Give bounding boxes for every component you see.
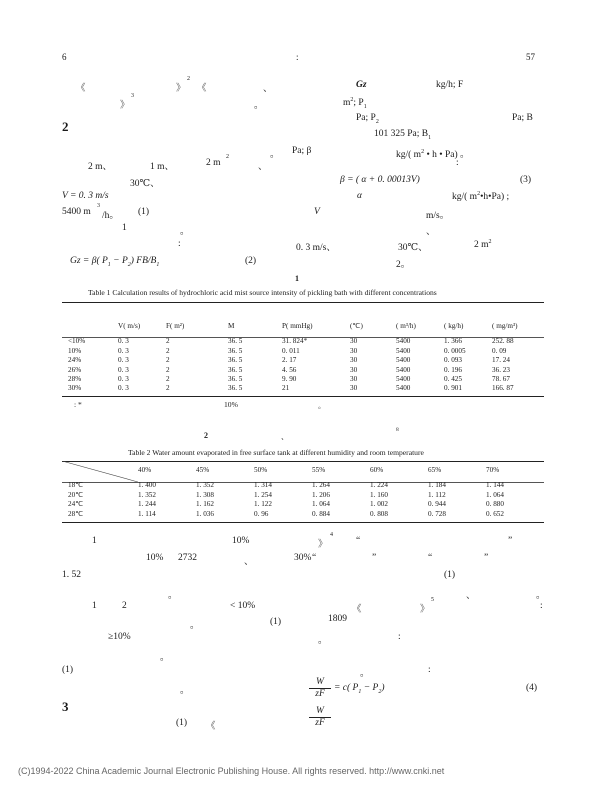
table1-header-row-cell: ( m³/h) (396, 322, 416, 330)
table-row-cell: 2 (166, 356, 170, 365)
table-row-cell: 5400 (396, 365, 411, 374)
table-row-cell: 30 (350, 356, 358, 365)
text-fragment: (1) (270, 617, 282, 627)
text-fragment: m/s。 (426, 211, 450, 221)
table-row-cell: 0. 3 (118, 384, 129, 393)
table-row-cell: 0. 3 (118, 375, 129, 384)
table1-number: 1 (295, 274, 299, 283)
text-fragment: 。 (190, 621, 200, 631)
copyright-footer: (C)1994-2022 China Academic Journal Electronic Publishing House. All rights reserved. http://www.cnki.net (18, 766, 445, 776)
table1-header-row-cell: P( mmHg) (282, 322, 313, 330)
table-row-cell: 30 (350, 384, 358, 393)
text-fragment: 2 (122, 601, 127, 611)
table-row-cell: 0. 425 (444, 375, 462, 384)
text-fragment: 2 m、 (88, 162, 113, 172)
superscript: 2 (187, 76, 190, 82)
table-row-cell: 1. 114 (138, 509, 156, 518)
table-row-cell: 0. 3 (118, 356, 129, 365)
text-fragment: 30% (294, 553, 312, 563)
table2-title-mark: 、 (281, 432, 289, 441)
text-fragment: 1 (122, 223, 127, 233)
text-fragment: (1) (176, 718, 188, 728)
section-heading-2: 2 (62, 119, 69, 134)
page-number-right: 57 (526, 52, 535, 62)
text-fragment: 》 (176, 84, 186, 94)
table2-number: 2 (204, 431, 208, 440)
table-row-cell: 1. 064 (312, 500, 330, 509)
table-row-cell: 5400 (396, 337, 411, 346)
table-row-cell: 1. 112 (428, 490, 446, 499)
equation-3: β = ( α + 0. 00013V) (340, 175, 420, 185)
text-fragment: “ (428, 553, 433, 563)
table-row-cell: 30 (350, 346, 358, 355)
text-fragment: 0. 3 m/s、 (296, 243, 336, 253)
table-row-cell: 0. 901 (444, 384, 462, 393)
header-separator: : (296, 52, 299, 62)
text-fragment: $m^2$; $P_1$ (343, 97, 367, 111)
table-row-cell: 1. 254 (254, 490, 272, 499)
table-row-cell: 1. 160 (370, 490, 388, 499)
text-fragment: Pa; B (512, 113, 533, 123)
text-fragment: 101 325 Pa; $B_1$ (374, 129, 432, 141)
table-row-cell: 1. 400 (138, 481, 156, 490)
table-row-cell: 1. 206 (312, 490, 330, 499)
text-fragment: 1 (92, 536, 97, 546)
table-row-cell: 4. 56 (282, 365, 297, 374)
table-row-cell: 0. 3 (118, 365, 129, 374)
table-row-cell: 0. 011 (282, 346, 300, 355)
text-fragment: “ (356, 536, 361, 546)
table-row-cell: 36. 5 (228, 356, 243, 365)
table-row-cell: 21 (282, 384, 290, 393)
table-row-cell: 5400 (396, 384, 411, 393)
table-row-cell: 2 (166, 337, 170, 346)
table-row (62, 356, 544, 365)
table-row-cell: 17. 24 (492, 356, 510, 365)
table-row (62, 337, 544, 346)
table-row-cell: 1. 264 (312, 481, 330, 490)
table1-header-row-cell: ( mg/m³) (492, 322, 518, 330)
text-fragment: : (398, 632, 401, 642)
table2-header-row-cell: 50% (254, 466, 268, 474)
table-row-cell: 1. 122 (254, 500, 272, 509)
table-row-cell: 1. 224 (370, 481, 388, 490)
table-row-cell: 5400 (396, 346, 411, 355)
table1-caption: Table 1 Calculation results of hydrochloric acid mist source intensity of pickling bath with different concentrations (88, 288, 437, 297)
table2-header-row-cell (62, 466, 138, 475)
table1-header-row-cell: (℃) (350, 322, 363, 330)
table1-header-row-cell: ( kg/h) (444, 322, 464, 330)
table-row-cell: 28℃ (68, 509, 84, 518)
table-row-cell: 24℃ (68, 500, 84, 509)
table-row-cell: 1. 366 (444, 337, 462, 346)
table2-header-row-cell: 40% (138, 466, 152, 474)
table2-header-row-cell: 55% (312, 466, 326, 474)
text-fragment: 30℃、 (130, 179, 160, 189)
table-row-cell: 1. 244 (138, 500, 156, 509)
text-fragment: 。 (160, 653, 170, 663)
text-fragment: 《 (206, 722, 216, 732)
text-fragment: 、 (258, 162, 268, 172)
table-row-cell: 1. 308 (196, 490, 214, 499)
text-fragment: : (456, 158, 459, 168)
text-fragment: : (178, 239, 181, 249)
table-row-cell: 36. 5 (228, 346, 243, 355)
table-row-cell: 1. 314 (254, 481, 272, 490)
table-row-cell: 18℃ (68, 481, 84, 490)
superscript: 3 (131, 93, 134, 99)
table-row (62, 347, 544, 356)
text-fragment: /h。 (102, 211, 119, 221)
velocity-formula: V = 0. 3 m/s (62, 191, 109, 201)
table1-header-row-cell (62, 322, 118, 331)
table-row-cell: 0. 3 (118, 337, 129, 346)
table-row-cell: 1. 036 (196, 509, 214, 518)
text-fragment: 、 (244, 557, 254, 567)
table-row-cell: 28% (68, 375, 82, 384)
text-fragment: 10% (146, 553, 164, 563)
table-row-cell: 0. 944 (428, 500, 446, 509)
table-row (62, 491, 544, 500)
equation-number: (4) (526, 683, 538, 693)
table-row-cell: 36. 5 (228, 375, 243, 384)
table-row (62, 384, 544, 393)
table1-header-row (62, 322, 544, 331)
table-row (62, 481, 544, 490)
table-row-cell: 78. 67 (492, 375, 510, 384)
table2-header-row (62, 466, 544, 475)
text-fragment: 1 m、 (150, 162, 175, 172)
table-row-cell: 20℃ (68, 490, 84, 499)
table-row (62, 366, 544, 375)
text-fragment: ≥10% (108, 632, 131, 642)
superscript: 3 (97, 203, 100, 209)
equation-2: Gz = β( $P_1 - P_2$) $FB/B_1$ (70, 256, 160, 268)
text-fragment: : (428, 665, 431, 675)
text-fragment: 1 (92, 601, 97, 611)
equation-4-rhs: = c( $P_1 - P_2$) (334, 683, 385, 695)
table2-header-row-cell: 65% (428, 466, 442, 474)
variable: V (314, 207, 320, 217)
table2-header-row-cell: 70% (486, 466, 500, 474)
table2-header-row-cell: 45% (196, 466, 210, 474)
equation-4: W zF (309, 677, 331, 700)
text-fragment: ” (484, 553, 489, 563)
table2-caption: Table 2 Water amount evaporated in free surface tank at different humidity and room temperature (128, 448, 424, 457)
text-fragment: < 10% (230, 601, 256, 611)
table-row-cell: 1. 352 (138, 490, 156, 499)
text-fragment: (1) (62, 665, 74, 675)
text-fragment: 。 (180, 227, 190, 237)
table-row-cell: 2 (166, 365, 170, 374)
table-row (62, 510, 544, 519)
table-row-cell: 0. 96 (254, 509, 269, 518)
table1-note: : * 10% 。 (74, 400, 326, 410)
equation-number: (3) (520, 175, 532, 185)
table-row-cell: 2. 17 (282, 356, 297, 365)
table-row-cell: 166. 87 (492, 384, 514, 393)
table-row-cell: 10% (68, 346, 82, 355)
table-row-cell: 30 (350, 337, 358, 346)
text-fragment: 、 (466, 591, 476, 601)
table-row-cell: 1. 184 (428, 481, 446, 490)
table-row-cell: 36. 5 (228, 384, 243, 393)
table-row-cell: 0. 652 (486, 509, 504, 518)
table-row-cell: 9. 90 (282, 375, 297, 384)
table-row-cell: 1. 352 (196, 481, 214, 490)
unit-text: kg/( $m^2•h•Pa$) ; (452, 191, 510, 203)
text-fragment: 。 (318, 636, 328, 646)
table2-bottom-rule (62, 522, 544, 523)
table-row-cell: 1. 002 (370, 500, 388, 509)
table-row-cell: 1. 144 (486, 481, 504, 490)
text-fragment: 。 (536, 591, 546, 601)
table-row-cell: 0. 3 (118, 346, 129, 355)
table1-header-row-cell: F( m²) (166, 322, 185, 330)
table1-header-row-cell: V( m/s) (118, 322, 141, 330)
table1-top-rule (62, 302, 544, 303)
text-fragment: 、 (426, 227, 436, 237)
text-fragment: 2。 (396, 260, 411, 270)
table-row-cell: 1. 162 (196, 500, 214, 509)
table-row-cell: 36. 5 (228, 337, 243, 346)
text-fragment: 10% (232, 536, 250, 546)
superscript: 5 (431, 597, 434, 603)
table2 (62, 466, 544, 519)
superscript: 4 (330, 532, 333, 538)
table-row-cell: 2 (166, 384, 170, 393)
table-row (62, 375, 544, 384)
text-fragment: Pa; β (292, 146, 312, 156)
table2-superscript: 8 (396, 427, 399, 433)
table-row-cell: <10% (68, 337, 86, 346)
text-fragment: 《 (76, 84, 86, 94)
table-row-cell: 0. 884 (312, 509, 330, 518)
text-fragment: 。 (360, 669, 370, 679)
text-fragment: Pa; $P_2$ (356, 113, 379, 125)
text-fragment: 《 (197, 84, 207, 94)
table-row-cell: 5400 (396, 356, 411, 365)
table-row-cell: 31. 824* (282, 337, 308, 346)
text-fragment: 1. 52 (62, 570, 81, 580)
table-row-cell: 0. 0005 (444, 346, 466, 355)
text-fragment: ” (508, 536, 513, 546)
text-fragment: 2732 (178, 553, 197, 563)
page-number-left: 6 (62, 52, 67, 62)
section-heading-3: 3 (62, 699, 69, 714)
text-fragment: 5400 m (62, 207, 91, 217)
fraction-w-zf: W zF (309, 706, 331, 729)
text-fragment: 2 $m^2$ (474, 239, 492, 251)
table1-bottom-rule (62, 396, 544, 397)
text-fragment: kg/h; F (436, 80, 464, 90)
table-row-cell: 30 (350, 365, 358, 374)
text-fragment: (1) (138, 207, 150, 217)
table-row-cell: 252. 88 (492, 337, 514, 346)
table2-header-row-cell: 60% (370, 466, 384, 474)
table-row-cell: 2 (166, 346, 170, 355)
variable: α (357, 191, 362, 201)
table-row-cell: 36. 5 (228, 365, 243, 374)
table-row-cell: 0. 728 (428, 509, 446, 518)
text-fragment: “ (312, 553, 317, 563)
table-row-cell: 0. 808 (370, 509, 388, 518)
table1 (62, 322, 544, 394)
text-fragment: 1809 (328, 614, 347, 624)
text-fragment: 《 (352, 605, 362, 615)
text-fragment: 。 (180, 686, 190, 696)
table-row-cell: 30 (350, 375, 358, 384)
variable: Gz (356, 80, 367, 90)
table-row-cell: 26% (68, 365, 82, 374)
table-row-cell: 24% (68, 356, 82, 365)
table-row-cell: 1. 064 (486, 490, 504, 499)
text-fragment: (1) (444, 570, 456, 580)
table-row-cell: 0. 196 (444, 365, 462, 374)
text-fragment: 》 (420, 605, 430, 615)
text-fragment: 》 (120, 101, 130, 111)
table-row-cell: 36. 23 (492, 365, 510, 374)
table-row-cell: 0. 880 (486, 500, 504, 509)
table-row-cell: 30% (68, 384, 82, 393)
table-row-cell: 5400 (396, 375, 411, 384)
text-fragment: 。 (254, 101, 264, 111)
unit-text: kg/( $m^2$ • h • Pa) 。 (396, 148, 470, 160)
table-row-cell: 0. 09 (492, 346, 507, 355)
text-fragment: 》 (318, 540, 328, 550)
text-fragment: ” (372, 553, 377, 563)
text-fragment: 30℃、 (398, 243, 428, 253)
text-fragment: 。 (270, 150, 280, 160)
equation-number: (2) (245, 256, 257, 266)
table-row (62, 500, 544, 509)
text-fragment: 、 (263, 84, 273, 94)
text-fragment: 。 (168, 591, 178, 601)
text-fragment: 2 m (206, 158, 221, 168)
table1-header-row-cell: M (228, 322, 235, 330)
table-row-cell: 2 (166, 375, 170, 384)
superscript: 2 (226, 154, 229, 160)
table-row-cell: 0. 093 (444, 356, 462, 365)
text-fragment: : (540, 601, 543, 611)
